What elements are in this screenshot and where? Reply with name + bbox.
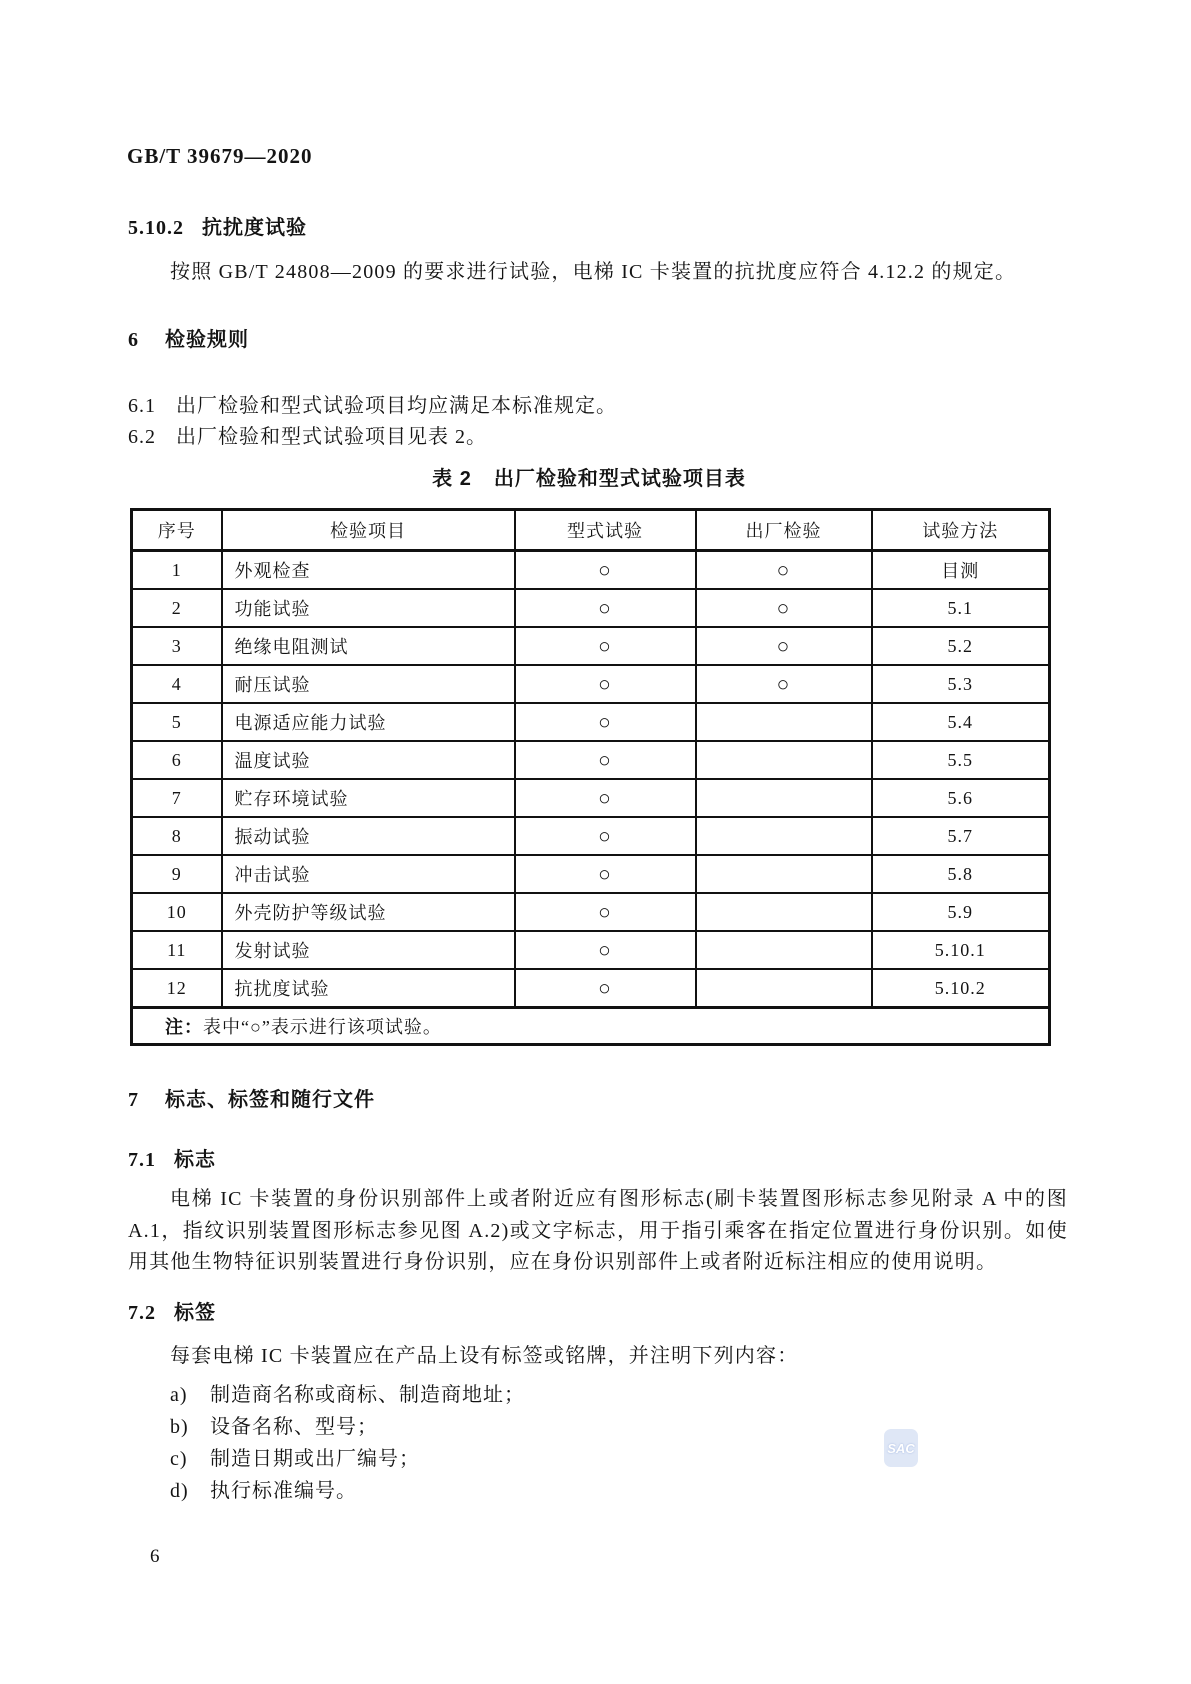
cell-factory-test-mark	[696, 703, 872, 741]
page-number: 6	[150, 1546, 160, 1567]
table-row	[132, 551, 1050, 590]
cell-item: 抗扰度试验	[222, 969, 515, 1008]
table-row	[132, 817, 1050, 855]
heading-title: 标志	[174, 1149, 216, 1171]
list-item-text: 设备名称、型号；	[210, 1416, 378, 1438]
table-row	[132, 969, 1050, 1008]
heading-number: 7	[128, 1089, 139, 1111]
note-text: 表中“○”表示进行该项试验。	[203, 1017, 442, 1037]
cell-item: 绝缘电阻测试	[222, 627, 515, 665]
cell-factory-test-mark: ○	[696, 551, 872, 590]
list-item-c	[128, 1442, 1068, 1471]
heading-7	[128, 1083, 375, 1112]
cell-method: 5.3	[872, 665, 1050, 703]
cell-method: 5.1	[872, 589, 1050, 627]
cell-factory-test-mark: ○	[696, 589, 872, 627]
cell-method: 5.4	[872, 703, 1050, 741]
list-item-label: a)	[170, 1384, 188, 1406]
heading-number: 6	[128, 329, 139, 351]
list-item-label: c)	[170, 1448, 188, 1470]
cell-factory-test-mark	[696, 893, 872, 931]
list-item-a	[128, 1378, 1068, 1407]
cell-method: 5.6	[872, 779, 1050, 817]
cell-item: 耐压试验	[222, 665, 515, 703]
cell-factory-test-mark	[696, 855, 872, 893]
cell-item: 发射试验	[222, 931, 515, 969]
cell-type-test-mark: ○	[515, 855, 696, 893]
heading-title: 标签	[174, 1302, 216, 1324]
list-item-text: 执行标准编号。	[210, 1480, 357, 1502]
cell-factory-test-mark	[696, 779, 872, 817]
heading-title: 标志、标签和随行文件	[165, 1089, 375, 1111]
table-row	[132, 893, 1050, 931]
heading-number: 5.10.2	[128, 217, 184, 239]
table-row	[132, 741, 1050, 779]
cell-type-test-mark: ○	[515, 741, 696, 779]
cell-item: 冲击试验	[222, 855, 515, 893]
col-header-seq: 序号	[132, 510, 222, 551]
cell-type-test-mark: ○	[515, 703, 696, 741]
cell-type-test-mark: ○	[515, 969, 696, 1008]
clause-number: 6.1	[128, 395, 156, 417]
cell-factory-test-mark: ○	[696, 627, 872, 665]
col-header-method: 试验方法	[872, 510, 1050, 551]
cell-method: 5.8	[872, 855, 1050, 893]
cell-seq: 11	[132, 931, 222, 969]
cell-factory-test-mark	[696, 969, 872, 1008]
col-header-factory-test: 出厂检验	[696, 510, 872, 551]
table-row	[132, 589, 1050, 627]
clause-text: 出厂检验和型式试验项目均应满足本标准规定。	[176, 395, 617, 417]
cell-item: 功能试验	[222, 589, 515, 627]
cell-type-test-mark: ○	[515, 893, 696, 931]
cell-method: 5.10.2	[872, 969, 1050, 1008]
clause-6-1	[128, 389, 617, 418]
heading-7-1	[128, 1143, 216, 1172]
table-row	[132, 855, 1050, 893]
clause-text: 出厂检验和型式试验项目见表 2。	[176, 426, 487, 448]
cell-type-test-mark: ○	[515, 817, 696, 855]
list-item-b	[128, 1410, 1068, 1439]
cell-method: 5.9	[872, 893, 1050, 931]
standard-number-header: GB/T 39679—2020	[127, 144, 313, 168]
table-row	[132, 665, 1050, 703]
cell-factory-test-mark	[696, 741, 872, 779]
list-item-d	[128, 1474, 1068, 1503]
cell-type-test-mark: ○	[515, 931, 696, 969]
list-item-label: d)	[170, 1480, 189, 1502]
cell-seq: 2	[132, 589, 222, 627]
table-caption-title: 出厂检验和型式试验项目表	[493, 468, 746, 490]
sac-watermark-logo: SAC	[884, 1429, 918, 1467]
cell-seq: 7	[132, 779, 222, 817]
heading-6	[128, 323, 249, 352]
paragraph-7-2: 每套电梯 IC 卡装置应在产品上设有标签或铭牌，并注明下列内容：	[170, 1345, 799, 1367]
note-label: 注：	[165, 1017, 203, 1037]
cell-type-test-mark: ○	[515, 627, 696, 665]
cell-factory-test-mark	[696, 817, 872, 855]
heading-number: 7.2	[128, 1302, 156, 1324]
list-item-label: b)	[170, 1416, 189, 1438]
col-header-item: 检验项目	[222, 510, 515, 551]
cell-seq: 6	[132, 741, 222, 779]
cell-item: 贮存环境试验	[222, 779, 515, 817]
heading-7-2	[128, 1296, 216, 1325]
clause-number: 6.2	[128, 426, 156, 448]
cell-factory-test-mark: ○	[696, 665, 872, 703]
cell-seq: 12	[132, 969, 222, 1008]
cell-item: 外观检查	[222, 551, 515, 590]
table-row	[132, 627, 1050, 665]
heading-5-10-2	[128, 211, 307, 240]
cell-seq: 9	[132, 855, 222, 893]
table-note-row	[132, 1008, 1050, 1045]
col-header-type-test: 型式试验	[515, 510, 696, 551]
paragraph-5-10-2: 按照 GB/T 24808—2009 的要求进行试验，电梯 IC 卡装置的抗扰度应符合 4.12.2 的规定。	[170, 261, 1017, 283]
cell-method: 5.5	[872, 741, 1050, 779]
cell-seq: 8	[132, 817, 222, 855]
cell-item: 外壳防护等级试验	[222, 893, 515, 931]
table-2-caption	[130, 462, 1048, 491]
cell-item: 振动试验	[222, 817, 515, 855]
list-item-text: 制造商名称或商标、制造商地址；	[210, 1384, 525, 1406]
cell-item: 温度试验	[222, 741, 515, 779]
clause-6-2	[128, 420, 487, 449]
cell-seq: 1	[132, 551, 222, 590]
table-note	[132, 1008, 1050, 1045]
list-item-text: 制造日期或出厂编号；	[210, 1448, 420, 1470]
cell-type-test-mark: ○	[515, 665, 696, 703]
table-row	[132, 931, 1050, 969]
cell-method: 5.7	[872, 817, 1050, 855]
cell-seq: 5	[132, 703, 222, 741]
cell-method: 5.2	[872, 627, 1050, 665]
cell-factory-test-mark	[696, 931, 872, 969]
cell-seq: 3	[132, 627, 222, 665]
table-row	[132, 779, 1050, 817]
cell-seq: 4	[132, 665, 222, 703]
cell-type-test-mark: ○	[515, 551, 696, 590]
cell-type-test-mark: ○	[515, 779, 696, 817]
heading-title: 抗扰度试验	[202, 217, 307, 239]
heading-title: 检验规则	[165, 329, 249, 351]
cell-type-test-mark: ○	[515, 589, 696, 627]
cell-seq: 10	[132, 893, 222, 931]
table-caption-label: 表 2	[432, 468, 472, 490]
paragraph-7-1: 电梯 IC 卡装置的身份识别部件上或者附近应有图形标志(刷卡装置图形标志参见附录 A 中的图 A.1，指纹识别装置图形标志参见图 A.2)或文字标志，用于指引乘客在指定位置进行身份识别。如使用其他生物特征识别装置进行身份识别，应在身份识别部件上或者附近标注相应的使用说明。	[128, 1188, 1068, 1273]
cell-method: 5.10.1	[872, 931, 1050, 969]
cell-method: 目测	[872, 551, 1050, 590]
table-header-row	[132, 510, 1050, 551]
table-row	[132, 703, 1050, 741]
cell-item: 电源适应能力试验	[222, 703, 515, 741]
table-2-test-items	[130, 508, 1051, 1046]
heading-number: 7.1	[128, 1149, 156, 1171]
